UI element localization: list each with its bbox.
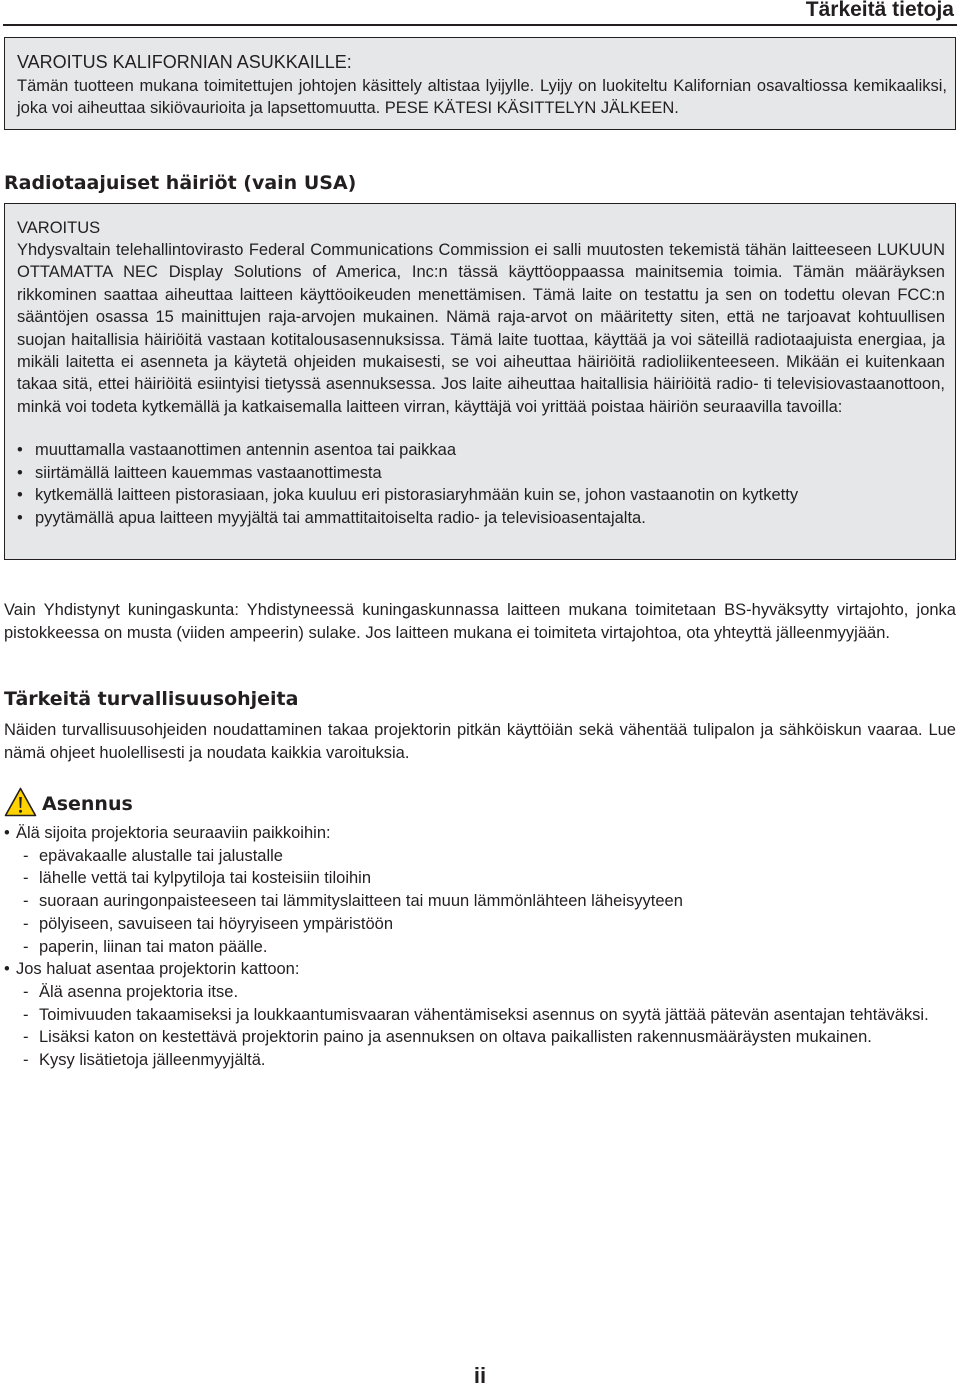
list-item: - lähelle vettä tai kylpytiloja tai kosteisiin tiloihin: [4, 867, 956, 890]
installation-list: [4, 822, 956, 1072]
warning-icon: [4, 787, 37, 817]
list-item: - suoraan auringonpaisteeseen tai lämmityslaitteen tai muun lämmönlähteen läheisyyteen: [4, 890, 956, 913]
list-item: - epävakaalle alustalle tai jalustalle: [4, 845, 956, 868]
safety-instructions-heading: Tärkeitä turvallisuusohjeita: [4, 688, 299, 710]
page-number: ii: [473, 1363, 487, 1388]
list-item: • Jos haluat asentaa projektorin kattoon:: [4, 958, 956, 981]
fcc-remedy-list: [17, 439, 945, 529]
list-item: - pölyiseen, savuiseen tai höyryiseen ympäristöön: [4, 913, 956, 936]
installation-title: Asennus: [42, 793, 133, 815]
list-item: • siirtämällä laitteen kauemmas vastaanottimesta: [17, 462, 945, 485]
list-item: - Toimivuuden takaamiseksi ja loukkaantumisvaaran vähentämiseksi asennus on syytä jättää pätevän asentajan tehtäväksi.: [4, 1004, 956, 1027]
list-item: - Älä asenna projektoria itse.: [4, 981, 956, 1004]
list-item: • muuttamalla vastaanottimen antennin asentoa tai paikkaa: [17, 439, 945, 462]
uk-power-cord-note: Vain Yhdistynyt kuningaskunta: Yhdistyneessä kuningaskunnassa laitteen mukana toimitetaan BS-hyväksytty virtajohto, jonka pistokkeessa on musta (viiden ampeerin) sulake. Jos laitteen mukana ei toimiteta virtajohtoa, ota yhteyttä jälleenmyyjään.: [4, 601, 956, 642]
radio-interference-heading: Radiotaajuiset häiriöt (vain USA): [4, 172, 357, 194]
list-item: • Älä sijoita projektoria seuraaviin paikkoihin:: [4, 822, 956, 845]
section-header-title: Tärkeitä tietoja: [805, 0, 954, 21]
list-item: • pyytämällä apua laitteen myyjältä tai ammattitaitoiselta radio- ja televisioasentajalta.: [17, 507, 945, 530]
fcc-warning-text: Yhdysvaltain telehallintovirasto Federal Communications Commission ei salli muutosten tekemistä tähän laitteeseen LUKUUN OTTAMATTA NEC Display Solutions of America, Inc:n tässä käyttöoppaassa mainitsemia toimia. Tämän määräyksen rikkominen saattaa aiheuttaa laitteen käyttöoikeuden menettämisen. Tämä laite on testattu ja sen on todettu olevan FCC:n sääntöjen osassa 15 mainittujen raja-arvojen mukainen. Nämä raja-arvot on määritetty siten, että ne tarjoavat kohtuullisen suojan haitallisia häiriöitä vastaan kotitalousasennuksissa. Tämä laite tuottaa, käyttää ja voi säteillä radiotaajuista energiaa, ja mikäli laitetta ei asenneta ja käytetä ohjeiden mukaisesti, se voi aiheuttaa häiriöitä radioliikenteeseen. Mikään ei kuitenkaan takaa sitä, ettei häiriöitä esiintyisi tietyssä asennuksessa. Jos laite aiheuttaa haitallisia häiriöitä radio- ti televisiovastaanottoon, minkä voi todeta kytkemällä ja katkaisemalla laitteen virran, käyttäjä voi yrittää poistaa häiriön seuraavilla tavoilla:: [17, 241, 945, 416]
list-item: • kytkemällä laitteen pistorasiaan, joka kuuluu eri pistorasiaryhmään kuin se, johon vastaanotin on kytketty: [17, 484, 945, 507]
list-item: - paperin, liinan tai maton päälle.: [4, 936, 956, 959]
california-warning-box: [4, 37, 956, 130]
fcc-warning-box: [4, 203, 956, 560]
list-item: - Lisäksi katon on kestettävä projektorin paino ja asennuksen on oltava paikallisten rakennusmääräysten mukainen.: [4, 1026, 956, 1049]
california-warning-text: Tämän tuotteen mukana toimitettujen johtojen käsittely altistaa lyijylle. Lyijy on luokiteltu Kalifornian osavaltiossa kemikaaliksi, joka voi aiheuttaa sikiövaurioita ja lapsettomuutta. PESE KÄTESI KÄSITTELYN JÄLKEEN.: [17, 77, 947, 117]
header-rule: [3, 24, 957, 26]
fcc-warning-label: VAROITUS: [17, 219, 101, 237]
safety-instructions-intro: Näiden turvallisuusohjeiden noudattaminen takaa projektorin pitkän käyttöiän sekä vähentää tulipalon ja sähköiskun vaaraa. Lue nämä ohjeet huolellisesti ja noudata kaikkia varoituksia.: [4, 721, 956, 762]
california-warning-title: VAROITUS KALIFORNIAN ASUKKAILLE:: [17, 52, 352, 72]
list-item: - Kysy lisätietoja jälleenmyyjältä.: [4, 1049, 956, 1072]
